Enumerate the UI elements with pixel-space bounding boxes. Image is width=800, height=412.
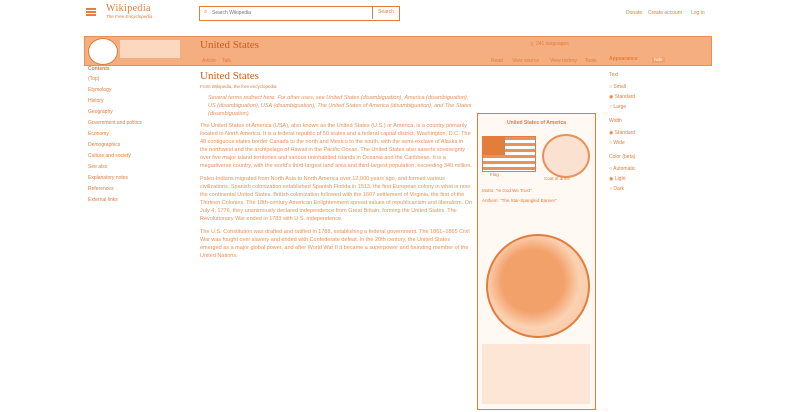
option-label: Standard [614, 94, 636, 100]
search-form [199, 6, 400, 21]
paragraph: Paleo-Indians migrated from North Asia to North America over 12,000 years ago, and formed various civilizations. Spanish colonization established Spanish Florida in 1513, the first European colony in what is now the continental United States. British colonization followed with the 1607 settlement of Virginia, the first of the Thirteen Colonies. The 18th-century American Enlightenment spread values of republicanism and liberalism. On July 4, 1776, they unanimously declared independence from Great Britain, forming the United States. The Revolutionary War ended in 1783 with U.S. independence. [200, 175, 472, 222]
tab-article[interactable]: Article [202, 58, 216, 64]
text-size-label: Text [609, 72, 619, 78]
appearance-heading: Appearance [609, 56, 638, 62]
toc-item[interactable]: Government and politics [88, 120, 142, 126]
option-label: Dark [613, 186, 624, 192]
toc-item[interactable]: References [88, 186, 114, 192]
article-subtitle: From Wikipedia, the free encyclopedia [200, 84, 277, 89]
text-size-option-large[interactable]: ○ Large [609, 104, 627, 110]
text-size-option-standard[interactable]: ◉ Standard [609, 94, 636, 100]
banner-logo-text [120, 40, 180, 58]
seal-image[interactable] [542, 134, 590, 178]
seal-caption: Coat of arms [544, 176, 570, 181]
color-option-dark[interactable]: ○ Dark [609, 186, 624, 192]
anthem: Anthem: "The Star-Spangled Banner" [482, 198, 557, 203]
paragraph: The United States of America (USA), also known as the United States (U.S.) or America, is a country primarily located in North America. It is a federal republic of 50 states and a federal capital district, Washington, D.C. The 48 contiguous states border Canada to the north and Mexico to the south, with the semi-exclave of Alaska in the northwest and the archipelago of Hawaii in the Pacific Ocean. The United States also asserts sovereignty over five major island territories and various uninhabited islands in Oceania and the Caribbean. It is a megadiverse country, with the world's third-largest land area and third-largest population, exceeding 340 million. [200, 122, 472, 169]
translate-icon: 文 [529, 42, 535, 48]
menu-icon[interactable] [86, 8, 96, 16]
toc-item[interactable]: History [88, 98, 104, 104]
appearance-panel [609, 56, 671, 196]
infobox-title: United States of America [507, 120, 566, 126]
logo-subtitle: The Free Encyclopedia [106, 14, 153, 19]
option-label: Light [614, 176, 626, 182]
map-image[interactable] [482, 344, 590, 404]
toc-item[interactable]: Economy [88, 131, 109, 137]
wikipedia-logo[interactable] [106, 3, 152, 20]
search-input[interactable] [212, 8, 352, 18]
hide-appearance-button[interactable]: hide [654, 57, 663, 62]
hatnote: Several terms redirect here. For other uses, see United States (disambiguation), America (disambiguation), US (disambiguation), USA (disambiguation), The United States of America (disambiguation), and The States (disambiguation). [208, 94, 472, 117]
banner-title: United States [200, 39, 259, 51]
page-title: United States [200, 70, 259, 82]
article-body [200, 70, 472, 260]
motto: Motto: "In God We Trust" [482, 188, 532, 193]
color-option-light[interactable]: ◉ Light [609, 176, 626, 182]
option-label: Automatic [613, 166, 636, 172]
globe-map-image[interactable] [486, 234, 590, 338]
tab-view-history[interactable]: View history [550, 58, 577, 64]
table-of-contents [88, 66, 188, 208]
flag-caption: Flag [490, 172, 499, 177]
toc-item[interactable]: Geography [88, 109, 113, 115]
search-button[interactable]: Search [372, 6, 399, 19]
toc-item[interactable]: External links [88, 197, 118, 203]
option-label: Standard [614, 130, 636, 136]
infobox [477, 113, 596, 410]
option-label: Small [613, 84, 626, 90]
text-size-option-small[interactable]: ○ Small [609, 84, 626, 90]
color-option-automatic[interactable]: ○ Automatic [609, 166, 636, 172]
tab-view-source[interactable]: View source [512, 58, 540, 64]
flag-image[interactable] [482, 136, 536, 172]
toc-item[interactable]: See also [88, 164, 108, 170]
color-label: Color (beta) [609, 154, 636, 160]
tab-read[interactable]: Read [491, 58, 503, 64]
logo-title: Wikipedia [106, 3, 151, 14]
width-option-standard[interactable]: ◉ Standard [609, 130, 636, 136]
search-icon: ⌕ [204, 9, 208, 15]
toc-item[interactable]: Etymology [88, 87, 112, 93]
create-account-link[interactable]: Create account [648, 10, 682, 16]
globe-logo-icon [88, 38, 118, 65]
toc-item[interactable]: (Top) [88, 76, 100, 82]
tools-dropdown[interactable]: Tools [585, 58, 597, 64]
paragraph: The U.S. Constitution was drafted and ratified in 1788, establishing a federal government. The 1861–1865 Civil War was fought over slavery and ended with Confederate defeat. In the 20th century, the United States emerged as a major global power, and after World War II it became a superpower and founding member of the United Nations. [200, 228, 470, 259]
language-button[interactable]: 241 languages [536, 41, 569, 47]
toc-item[interactable]: Culture and society [88, 153, 131, 159]
option-label: Large [613, 104, 627, 110]
tab-talk[interactable]: Talk [222, 58, 231, 64]
donate-link[interactable]: Donate [626, 10, 643, 16]
option-label: Wide [613, 140, 625, 146]
login-link[interactable]: Log in [691, 10, 705, 16]
toc-heading: Contents [88, 66, 110, 72]
width-option-wide[interactable]: ○ Wide [609, 140, 625, 146]
toc-item[interactable]: Demographics [88, 142, 121, 148]
toc-item[interactable]: Explanatory notes [88, 175, 129, 181]
width-label: Width [609, 118, 622, 124]
